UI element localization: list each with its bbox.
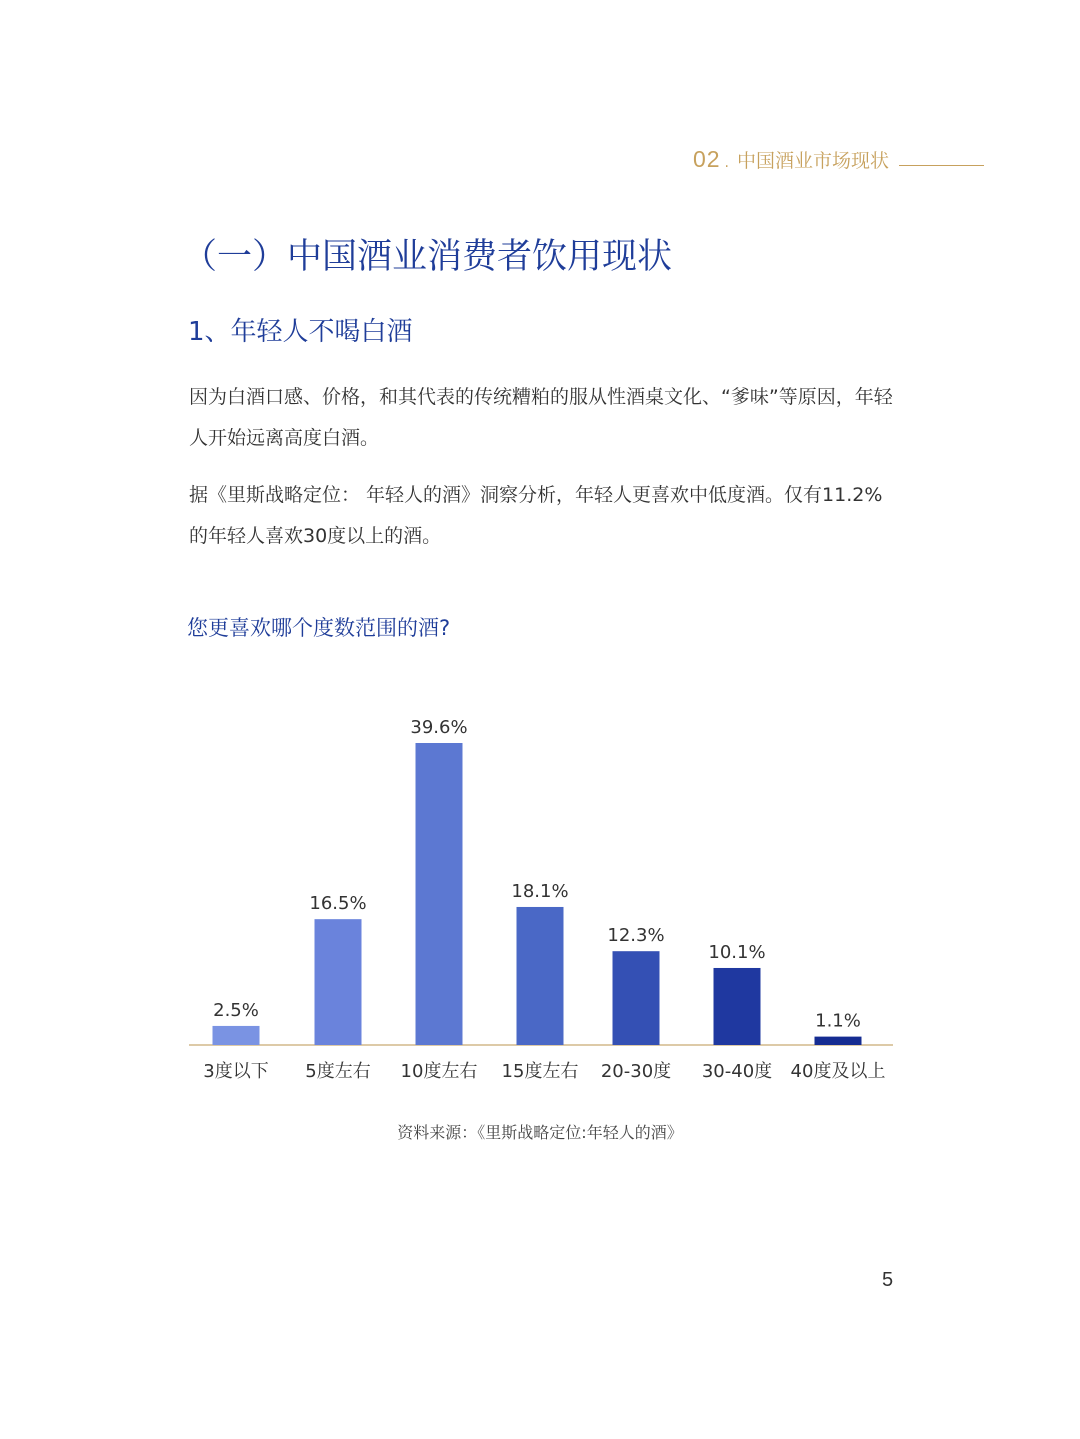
paragraph-2: 据《里斯战略定位： 年轻人的酒》洞察分析，年轻人更喜欢中低度酒。仅有11.2%的年轻人喜欢30度以上的酒。 bbox=[189, 484, 883, 547]
page-number: 5 bbox=[882, 1269, 894, 1291]
bar-value-label: 2.5% bbox=[213, 999, 259, 1021]
paragraph-1: 因为白酒口感、价格，和其代表的传统糟粕的服从性酒桌文化、“爹味”等原因，年轻人开始远离高度白酒。 bbox=[189, 386, 893, 449]
bar-value-label: 16.5% bbox=[309, 893, 367, 915]
bar-value-label: 1.1% bbox=[815, 1010, 861, 1032]
bar-2 bbox=[416, 743, 463, 1045]
category-label: 15度左右 bbox=[501, 1061, 579, 1082]
bar-0 bbox=[213, 1026, 260, 1045]
section-title: （一）中国酒业消费者饮用现状 bbox=[182, 237, 673, 277]
category-label: 20-30度 bbox=[600, 1061, 672, 1082]
chapter-title: 中国酒业市场现状 bbox=[736, 150, 889, 172]
bar-value-label: 10.1% bbox=[708, 941, 766, 963]
chart-question: 您更喜欢哪个度数范围的酒? bbox=[187, 616, 451, 640]
bar-3 bbox=[517, 907, 564, 1045]
category-label: 30-40度 bbox=[701, 1061, 773, 1082]
category-label: 5度左右 bbox=[305, 1061, 371, 1082]
category-label: 3度以下 bbox=[203, 1061, 269, 1082]
bar-4 bbox=[613, 951, 660, 1045]
bar-value-label: 39.6% bbox=[410, 717, 468, 738]
bar-6 bbox=[815, 1037, 862, 1045]
bar-value-label: 12.3% bbox=[607, 925, 665, 947]
chapter-number: 02 bbox=[692, 146, 721, 172]
category-label: 10度左右 bbox=[400, 1061, 478, 1082]
source-note: 资料来源：《里斯战略定位:年轻人的酒》 bbox=[397, 1123, 683, 1142]
category-label: 40度及以上 bbox=[790, 1061, 886, 1082]
bar-value-label: 18.1% bbox=[511, 880, 569, 902]
bar-1 bbox=[315, 919, 362, 1045]
sub-title: 1、年轻人不喝白酒 bbox=[188, 317, 413, 347]
bar-5 bbox=[714, 968, 761, 1045]
chapter-separator: . bbox=[724, 154, 729, 171]
